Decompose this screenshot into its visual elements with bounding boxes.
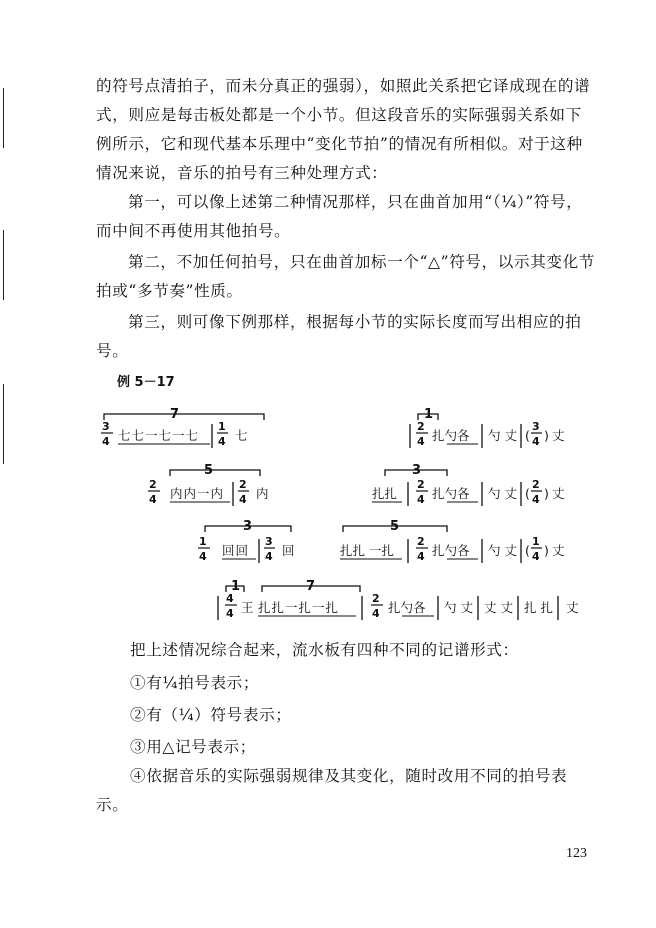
bracket-number: 1 — [231, 579, 241, 594]
svg-text:2: 2 — [149, 478, 157, 491]
list-item-1: ①有¼拍号表示； — [130, 674, 260, 692]
svg-text:): ) — [544, 486, 549, 501]
rest-notes: 扎 扎 — [524, 600, 553, 615]
svg-text:(: ( — [525, 543, 530, 558]
notes: 扎勺各 — [388, 600, 426, 615]
svg-text:(: ( — [525, 486, 530, 501]
end-note: 丈 — [552, 428, 565, 443]
scan-margin-line — [3, 88, 4, 148]
rest-notes: 丈 — [566, 600, 579, 615]
left-line-1 — [101, 407, 264, 448]
svg-text:1: 1 — [218, 420, 226, 433]
example-label: 例 5－17 — [117, 375, 175, 390]
list-item-4: ④依据音乐的实际强弱规律及其变化，随时改用不同的拍号表示。 — [96, 767, 568, 814]
end-note: 丈 — [552, 543, 565, 558]
left-line-2 — [148, 463, 269, 506]
page-number: 123 — [566, 846, 587, 861]
svg-text:4: 4 — [149, 493, 157, 506]
end-note: 丈 — [552, 486, 565, 501]
lead-notes: 扎扎 一扎 — [340, 543, 394, 558]
svg-text:): ) — [544, 543, 549, 558]
notes: 扎勺各 — [432, 543, 470, 558]
svg-text:1: 1 — [199, 535, 207, 548]
notation-example — [0, 400, 656, 640]
svg-text:4: 4 — [372, 607, 380, 620]
mid-notes: 勺 丈 — [488, 486, 517, 501]
notes: 王 — [241, 600, 254, 615]
svg-text:2: 2 — [239, 478, 247, 491]
svg-text:4: 4 — [417, 550, 425, 563]
scan-margin-line — [3, 230, 4, 300]
svg-text:): ) — [544, 428, 549, 443]
svg-text:2: 2 — [417, 478, 425, 491]
tail-note: 七 — [235, 428, 248, 443]
tail-note: 回 — [282, 543, 295, 558]
paragraph-3: 第二，不加任何拍号，只在曲首加标一个“△”符号，以示其变化节拍或“多节奏”性质。 — [96, 253, 595, 300]
svg-text:4: 4 — [265, 550, 273, 563]
bracket-number: 5 — [390, 519, 400, 534]
svg-text:4: 4 — [417, 435, 425, 448]
notes: 七七一七一七 — [118, 428, 200, 443]
right-line-2 — [372, 463, 565, 506]
svg-text:2: 2 — [372, 592, 380, 605]
svg-text:4: 4 — [239, 493, 247, 506]
rest-notes: 丈 丈 — [484, 600, 513, 615]
left-line-3 — [198, 519, 295, 563]
right-line-3 — [340, 519, 565, 563]
lead-notes: 扎扎 — [372, 486, 398, 501]
bracket-number: 3 — [412, 463, 422, 478]
svg-text:3: 3 — [102, 420, 110, 433]
notes: 扎勺各 — [432, 486, 470, 501]
notes: 内内一内 — [170, 486, 225, 501]
svg-text:2: 2 — [417, 420, 425, 433]
svg-text:4: 4 — [532, 550, 540, 563]
svg-text:4: 4 — [532, 435, 540, 448]
svg-text:4: 4 — [417, 493, 425, 506]
mid-notes: 勺 丈 — [488, 543, 517, 558]
bracket-number: 7 — [170, 407, 180, 422]
svg-text:4: 4 — [226, 592, 234, 605]
svg-text:4: 4 — [199, 550, 207, 563]
paragraph-2: 第一，可以像上述第二种情况那样，只在曲首加用“（¼）”符号，而中间不再使用其他拍号。 — [96, 193, 583, 240]
list-item-2: ②有（¼）符号表示； — [130, 706, 292, 724]
paragraph-1: 的符号点清拍子，而未分真正的强弱），如照此关系把它译成现在的谱式，则应是每击板处都是一个小节。但这段音乐的实际强弱关系如下例所示，它和现代基本乐理中“变化节拍”的情况有所相似。对于这种情况来说，音乐的拍号有三种处理方式： — [96, 77, 591, 182]
svg-text:3: 3 — [265, 535, 273, 548]
svg-text:1: 1 — [532, 535, 540, 548]
notes: 扎勺各 — [432, 428, 470, 443]
mid-notes: 勺 丈 — [488, 428, 517, 443]
svg-text:3: 3 — [532, 420, 540, 433]
svg-text:2: 2 — [532, 478, 540, 491]
svg-text:4: 4 — [532, 493, 540, 506]
svg-text:4: 4 — [102, 435, 110, 448]
bottom-line — [218, 579, 579, 620]
bracket-number: 1 — [424, 407, 434, 422]
right-line-1 — [410, 407, 565, 448]
svg-text:4: 4 — [226, 607, 234, 620]
rest-notes: 勺 丈 — [444, 600, 473, 615]
summary-line: 把上述情况综合起来，流水板有四种不同的记谱形式： — [130, 641, 519, 659]
notes: 回回 — [222, 543, 250, 558]
svg-text:4: 4 — [218, 435, 226, 448]
notes: 扎扎一扎一扎 — [258, 600, 340, 615]
list-item-3: ③用△记号表示； — [130, 738, 256, 756]
paragraph-4: 第三，则可像下例那样，根据每小节的实际长度而写出相应的拍号。 — [96, 313, 582, 360]
tail-note: 内 — [256, 486, 269, 501]
bracket-number: 3 — [243, 519, 253, 534]
bracket-number: 5 — [204, 463, 214, 478]
svg-text:(: ( — [525, 428, 530, 443]
svg-text:2: 2 — [417, 535, 425, 548]
bracket-number: 7 — [306, 579, 316, 594]
